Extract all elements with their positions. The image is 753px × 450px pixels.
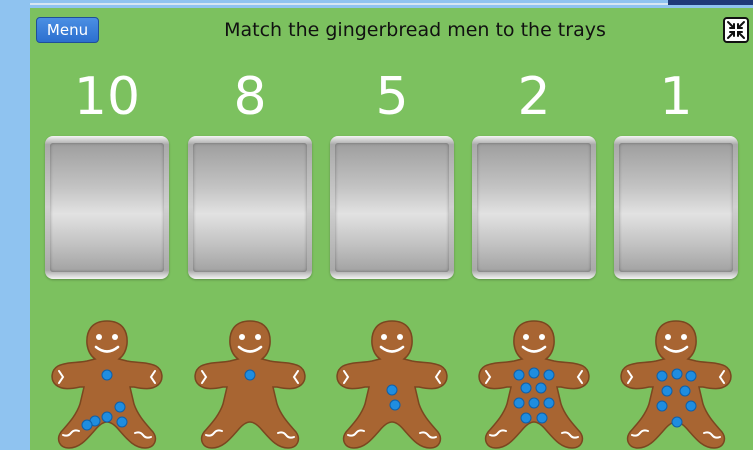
- gingerbread-man-icon: [619, 318, 733, 450]
- gingerbread-man[interactable]: [50, 318, 164, 450]
- drop-tray[interactable]: [188, 136, 312, 279]
- candy-button: [544, 370, 554, 380]
- drop-tray[interactable]: [330, 136, 454, 279]
- candy-button: [544, 398, 554, 408]
- candy-button: [672, 417, 682, 427]
- gingerbread-man-icon: [193, 318, 307, 450]
- gingerbread-man[interactable]: [477, 318, 591, 450]
- candy-button: [686, 371, 696, 381]
- candy-button: [102, 412, 112, 422]
- top-strip: [0, 0, 753, 8]
- candy-button: [680, 386, 690, 396]
- game-board: [30, 8, 753, 450]
- drop-tray[interactable]: [614, 136, 738, 279]
- candy-button: [102, 370, 112, 380]
- top-divider: [30, 3, 753, 5]
- gingerbread-man-icon: [477, 318, 591, 450]
- gingerbread-man-icon: [335, 318, 449, 450]
- candy-button: [529, 368, 539, 378]
- candy-button: [536, 383, 546, 393]
- candy-button: [245, 370, 255, 380]
- drop-tray[interactable]: [472, 136, 596, 279]
- candy-button: [387, 385, 397, 395]
- target-number: 2: [517, 67, 551, 127]
- candy-button: [521, 413, 531, 423]
- candy-button: [117, 417, 127, 427]
- candy-button: [82, 420, 92, 430]
- instruction-title: Match the gingerbread men to the trays: [224, 19, 606, 41]
- candy-button: [662, 386, 672, 396]
- candy-button: [686, 401, 696, 411]
- candy-button: [390, 400, 400, 410]
- target-number: 8: [233, 67, 267, 127]
- candy-button: [537, 413, 547, 423]
- drop-tray[interactable]: [45, 136, 169, 279]
- candy-button: [529, 398, 539, 408]
- target-numbers: [30, 66, 753, 136]
- menu-button[interactable]: Menu: [36, 17, 99, 43]
- candy-button: [115, 402, 125, 412]
- candy-button: [657, 401, 667, 411]
- gingerbread-man[interactable]: [193, 318, 307, 450]
- target-number: 10: [73, 67, 141, 127]
- candy-button: [672, 369, 682, 379]
- gingerbread-man[interactable]: [335, 318, 449, 450]
- target-number: 5: [375, 67, 409, 127]
- fullscreen-exit-button[interactable]: [723, 17, 749, 43]
- gingerbread-man[interactable]: [619, 318, 733, 450]
- candy-button: [514, 370, 524, 380]
- candy-button: [521, 383, 531, 393]
- fullscreen-exit-icon: [726, 20, 746, 40]
- top-bar-tab: [668, 0, 753, 5]
- target-number: 1: [659, 67, 693, 127]
- candy-button: [657, 371, 667, 381]
- candy-button: [514, 398, 524, 408]
- gingerbread-man-icon: [50, 318, 164, 450]
